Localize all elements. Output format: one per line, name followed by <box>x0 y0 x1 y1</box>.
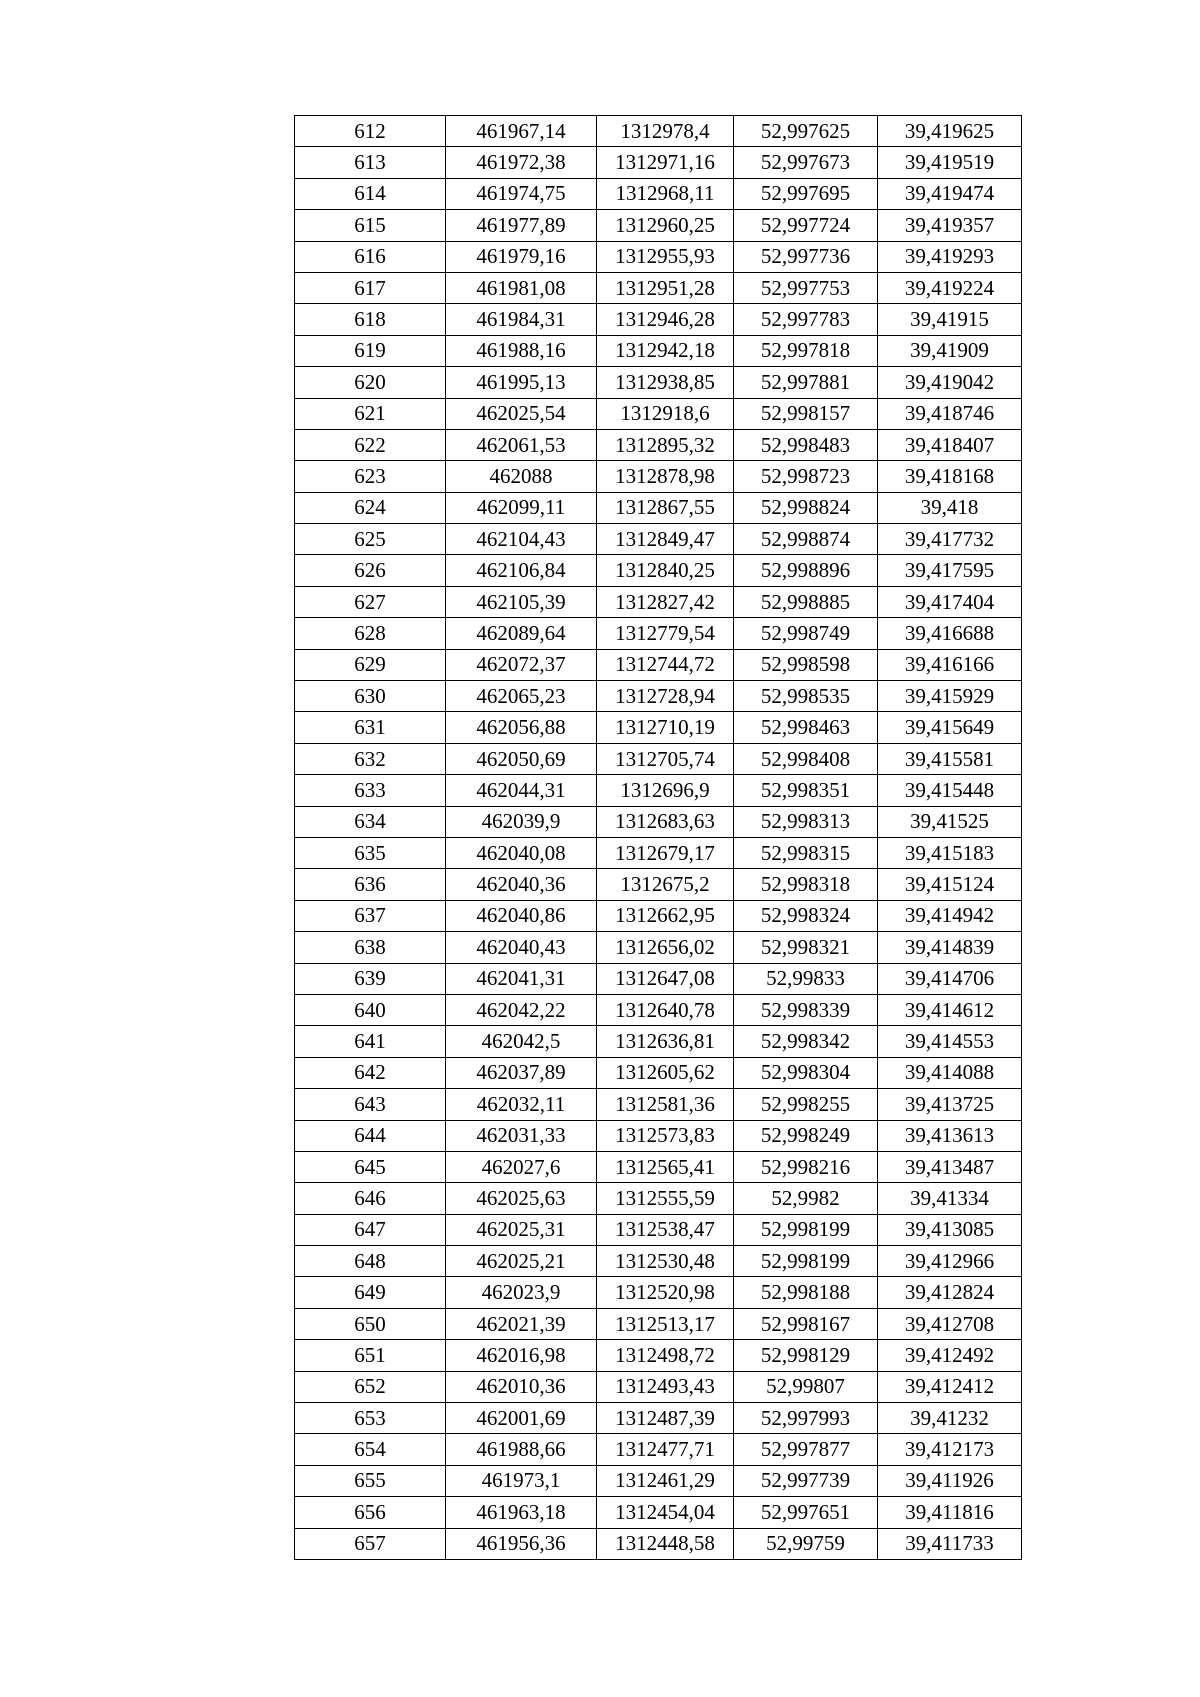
longitude-cell: 39,412824 <box>878 1277 1022 1308</box>
table-row <box>295 869 1022 900</box>
longitude-cell: 39,412412 <box>878 1371 1022 1402</box>
latitude-cell: 52,997695 <box>734 178 878 209</box>
table-row <box>295 461 1022 492</box>
latitude-cell: 52,998255 <box>734 1089 878 1120</box>
point-number-cell: 619 <box>295 335 446 366</box>
point-number-cell: 647 <box>295 1214 446 1245</box>
x-coordinate-cell: 462010,36 <box>446 1371 597 1402</box>
latitude-cell: 52,998408 <box>734 743 878 774</box>
point-number-cell: 637 <box>295 900 446 931</box>
y-coordinate-cell: 1312538,47 <box>597 1214 734 1245</box>
longitude-cell: 39,411816 <box>878 1497 1022 1528</box>
point-number-cell: 617 <box>295 272 446 303</box>
latitude-cell: 52,99759 <box>734 1528 878 1559</box>
latitude-cell: 52,997877 <box>734 1434 878 1465</box>
latitude-cell: 52,998129 <box>734 1340 878 1371</box>
longitude-cell: 39,418746 <box>878 398 1022 429</box>
x-coordinate-cell: 462039,9 <box>446 806 597 837</box>
x-coordinate-cell: 462106,84 <box>446 555 597 586</box>
point-number-cell: 626 <box>295 555 446 586</box>
y-coordinate-cell: 1312461,29 <box>597 1465 734 1496</box>
longitude-cell: 39,414088 <box>878 1057 1022 1088</box>
table-row <box>295 586 1022 617</box>
latitude-cell: 52,998199 <box>734 1214 878 1245</box>
table-row <box>295 775 1022 806</box>
table-row <box>295 1528 1022 1559</box>
y-coordinate-cell: 1312840,25 <box>597 555 734 586</box>
y-coordinate-cell: 1312493,43 <box>597 1371 734 1402</box>
point-number-cell: 620 <box>295 367 446 398</box>
latitude-cell: 52,998723 <box>734 461 878 492</box>
x-coordinate-cell: 462025,63 <box>446 1183 597 1214</box>
longitude-cell: 39,413725 <box>878 1089 1022 1120</box>
table-row <box>295 1277 1022 1308</box>
y-coordinate-cell: 1312946,28 <box>597 304 734 335</box>
table-row <box>295 806 1022 837</box>
table-row <box>295 994 1022 1025</box>
y-coordinate-cell: 1312520,98 <box>597 1277 734 1308</box>
point-number-cell: 628 <box>295 618 446 649</box>
x-coordinate-cell: 462050,69 <box>446 743 597 774</box>
point-number-cell: 654 <box>295 1434 446 1465</box>
y-coordinate-cell: 1312555,59 <box>597 1183 734 1214</box>
longitude-cell: 39,41909 <box>878 335 1022 366</box>
x-coordinate-cell: 462021,39 <box>446 1308 597 1339</box>
longitude-cell: 39,415581 <box>878 743 1022 774</box>
longitude-cell: 39,414839 <box>878 932 1022 963</box>
longitude-cell: 39,419042 <box>878 367 1022 398</box>
table-row <box>295 398 1022 429</box>
longitude-cell: 39,413085 <box>878 1214 1022 1245</box>
longitude-cell: 39,414553 <box>878 1026 1022 1057</box>
point-number-cell: 635 <box>295 837 446 868</box>
x-coordinate-cell: 462065,23 <box>446 681 597 712</box>
y-coordinate-cell: 1312895,32 <box>597 429 734 460</box>
y-coordinate-cell: 1312662,95 <box>597 900 734 931</box>
y-coordinate-cell: 1312696,9 <box>597 775 734 806</box>
table-row <box>295 1057 1022 1088</box>
latitude-cell: 52,998318 <box>734 869 878 900</box>
longitude-cell: 39,415448 <box>878 775 1022 806</box>
x-coordinate-cell: 462042,22 <box>446 994 597 1025</box>
y-coordinate-cell: 1312744,72 <box>597 649 734 680</box>
y-coordinate-cell: 1312728,94 <box>597 681 734 712</box>
latitude-cell: 52,997783 <box>734 304 878 335</box>
y-coordinate-cell: 1312779,54 <box>597 618 734 649</box>
longitude-cell: 39,416166 <box>878 649 1022 680</box>
x-coordinate-cell: 462072,37 <box>446 649 597 680</box>
point-number-cell: 614 <box>295 178 446 209</box>
y-coordinate-cell: 1312675,2 <box>597 869 734 900</box>
table-row <box>295 649 1022 680</box>
table-row <box>295 618 1022 649</box>
x-coordinate-cell: 461984,31 <box>446 304 597 335</box>
point-number-cell: 642 <box>295 1057 446 1088</box>
x-coordinate-cell: 462025,21 <box>446 1246 597 1277</box>
longitude-cell: 39,415183 <box>878 837 1022 868</box>
x-coordinate-cell: 461973,1 <box>446 1465 597 1496</box>
x-coordinate-cell: 462027,6 <box>446 1151 597 1182</box>
point-number-cell: 641 <box>295 1026 446 1057</box>
latitude-cell: 52,998483 <box>734 429 878 460</box>
y-coordinate-cell: 1312710,19 <box>597 712 734 743</box>
table-row <box>295 272 1022 303</box>
x-coordinate-cell: 462042,5 <box>446 1026 597 1057</box>
point-number-cell: 646 <box>295 1183 446 1214</box>
point-number-cell: 645 <box>295 1151 446 1182</box>
point-number-cell: 656 <box>295 1497 446 1528</box>
x-coordinate-cell: 462089,64 <box>446 618 597 649</box>
point-number-cell: 657 <box>295 1528 446 1559</box>
table-row <box>295 1120 1022 1151</box>
latitude-cell: 52,997724 <box>734 210 878 241</box>
longitude-cell: 39,417732 <box>878 524 1022 555</box>
latitude-cell: 52,997625 <box>734 116 878 147</box>
y-coordinate-cell: 1312679,17 <box>597 837 734 868</box>
point-number-cell: 629 <box>295 649 446 680</box>
y-coordinate-cell: 1312938,85 <box>597 367 734 398</box>
y-coordinate-cell: 1312978,4 <box>597 116 734 147</box>
x-coordinate-cell: 461963,18 <box>446 1497 597 1528</box>
x-coordinate-cell: 462056,88 <box>446 712 597 743</box>
table-row <box>295 1089 1022 1120</box>
point-number-cell: 630 <box>295 681 446 712</box>
point-number-cell: 616 <box>295 241 446 272</box>
point-number-cell: 655 <box>295 1465 446 1496</box>
point-number-cell: 621 <box>295 398 446 429</box>
table-row <box>295 932 1022 963</box>
table-row <box>295 524 1022 555</box>
point-number-cell: 653 <box>295 1403 446 1434</box>
point-number-cell: 613 <box>295 147 446 178</box>
table-row <box>295 210 1022 241</box>
point-number-cell: 650 <box>295 1308 446 1339</box>
x-coordinate-cell: 461979,16 <box>446 241 597 272</box>
longitude-cell: 39,417404 <box>878 586 1022 617</box>
latitude-cell: 52,998824 <box>734 492 878 523</box>
longitude-cell: 39,416688 <box>878 618 1022 649</box>
table-row <box>295 1246 1022 1277</box>
y-coordinate-cell: 1312448,58 <box>597 1528 734 1559</box>
longitude-cell: 39,413487 <box>878 1151 1022 1182</box>
y-coordinate-cell: 1312498,72 <box>597 1340 734 1371</box>
longitude-cell: 39,414706 <box>878 963 1022 994</box>
point-number-cell: 643 <box>295 1089 446 1120</box>
x-coordinate-cell: 462040,08 <box>446 837 597 868</box>
longitude-cell: 39,412966 <box>878 1246 1022 1277</box>
y-coordinate-cell: 1312960,25 <box>597 210 734 241</box>
table-row <box>295 681 1022 712</box>
longitude-cell: 39,419474 <box>878 178 1022 209</box>
point-number-cell: 631 <box>295 712 446 743</box>
latitude-cell: 52,997739 <box>734 1465 878 1496</box>
x-coordinate-cell: 461956,36 <box>446 1528 597 1559</box>
longitude-cell: 39,411926 <box>878 1465 1022 1496</box>
y-coordinate-cell: 1312640,78 <box>597 994 734 1025</box>
x-coordinate-cell: 462040,43 <box>446 932 597 963</box>
latitude-cell: 52,998339 <box>734 994 878 1025</box>
point-number-cell: 644 <box>295 1120 446 1151</box>
point-number-cell: 632 <box>295 743 446 774</box>
coordinates-table-body <box>295 116 1022 1560</box>
y-coordinate-cell: 1312705,74 <box>597 743 734 774</box>
y-coordinate-cell: 1312581,36 <box>597 1089 734 1120</box>
longitude-cell: 39,419224 <box>878 272 1022 303</box>
longitude-cell: 39,412708 <box>878 1308 1022 1339</box>
x-coordinate-cell: 461995,13 <box>446 367 597 398</box>
longitude-cell: 39,41915 <box>878 304 1022 335</box>
table-row <box>295 1465 1022 1496</box>
x-coordinate-cell: 461988,66 <box>446 1434 597 1465</box>
longitude-cell: 39,41525 <box>878 806 1022 837</box>
x-coordinate-cell: 462099,11 <box>446 492 597 523</box>
longitude-cell: 39,417595 <box>878 555 1022 586</box>
table-row <box>295 147 1022 178</box>
table-row <box>295 492 1022 523</box>
point-number-cell: 618 <box>295 304 446 335</box>
y-coordinate-cell: 1312573,83 <box>597 1120 734 1151</box>
latitude-cell: 52,998216 <box>734 1151 878 1182</box>
y-coordinate-cell: 1312683,63 <box>597 806 734 837</box>
point-number-cell: 633 <box>295 775 446 806</box>
table-row <box>295 429 1022 460</box>
longitude-cell: 39,413613 <box>878 1120 1022 1151</box>
latitude-cell: 52,997753 <box>734 272 878 303</box>
y-coordinate-cell: 1312951,28 <box>597 272 734 303</box>
longitude-cell: 39,415929 <box>878 681 1022 712</box>
y-coordinate-cell: 1312971,16 <box>597 147 734 178</box>
y-coordinate-cell: 1312513,17 <box>597 1308 734 1339</box>
x-coordinate-cell: 462040,36 <box>446 869 597 900</box>
table-row <box>295 178 1022 209</box>
longitude-cell: 39,418168 <box>878 461 1022 492</box>
latitude-cell: 52,998167 <box>734 1308 878 1339</box>
x-coordinate-cell: 462041,31 <box>446 963 597 994</box>
point-number-cell: 640 <box>295 994 446 1025</box>
x-coordinate-cell: 462105,39 <box>446 586 597 617</box>
longitude-cell: 39,419293 <box>878 241 1022 272</box>
table-row <box>295 1214 1022 1245</box>
latitude-cell: 52,997651 <box>734 1497 878 1528</box>
table-row <box>295 1434 1022 1465</box>
y-coordinate-cell: 1312918,6 <box>597 398 734 429</box>
latitude-cell: 52,99833 <box>734 963 878 994</box>
y-coordinate-cell: 1312477,71 <box>597 1434 734 1465</box>
y-coordinate-cell: 1312454,04 <box>597 1497 734 1528</box>
longitude-cell: 39,418 <box>878 492 1022 523</box>
x-coordinate-cell: 462031,33 <box>446 1120 597 1151</box>
latitude-cell: 52,998749 <box>734 618 878 649</box>
x-coordinate-cell: 462032,11 <box>446 1089 597 1120</box>
x-coordinate-cell: 461977,89 <box>446 210 597 241</box>
table-row <box>295 304 1022 335</box>
table-row <box>295 1340 1022 1371</box>
point-number-cell: 652 <box>295 1371 446 1402</box>
y-coordinate-cell: 1312636,81 <box>597 1026 734 1057</box>
latitude-cell: 52,998342 <box>734 1026 878 1057</box>
x-coordinate-cell: 462016,98 <box>446 1340 597 1371</box>
latitude-cell: 52,998304 <box>734 1057 878 1088</box>
y-coordinate-cell: 1312827,42 <box>597 586 734 617</box>
table-row <box>295 1403 1022 1434</box>
latitude-cell: 52,998885 <box>734 586 878 617</box>
latitude-cell: 52,998321 <box>734 932 878 963</box>
latitude-cell: 52,998324 <box>734 900 878 931</box>
x-coordinate-cell: 461974,75 <box>446 178 597 209</box>
point-number-cell: 627 <box>295 586 446 617</box>
latitude-cell: 52,998535 <box>734 681 878 712</box>
longitude-cell: 39,419357 <box>878 210 1022 241</box>
latitude-cell: 52,998896 <box>734 555 878 586</box>
latitude-cell: 52,99807 <box>734 1371 878 1402</box>
table-row <box>295 900 1022 931</box>
longitude-cell: 39,414612 <box>878 994 1022 1025</box>
longitude-cell: 39,419625 <box>878 116 1022 147</box>
coordinates-table <box>294 115 1022 1560</box>
longitude-cell: 39,412492 <box>878 1340 1022 1371</box>
table-row <box>295 1151 1022 1182</box>
x-coordinate-cell: 462025,54 <box>446 398 597 429</box>
point-number-cell: 624 <box>295 492 446 523</box>
table-row <box>295 1183 1022 1214</box>
table-row <box>295 837 1022 868</box>
y-coordinate-cell: 1312878,98 <box>597 461 734 492</box>
longitude-cell: 39,41334 <box>878 1183 1022 1214</box>
table-row <box>295 1371 1022 1402</box>
point-number-cell: 634 <box>295 806 446 837</box>
table-row <box>295 116 1022 147</box>
y-coordinate-cell: 1312942,18 <box>597 335 734 366</box>
table-row <box>295 241 1022 272</box>
longitude-cell: 39,412173 <box>878 1434 1022 1465</box>
point-number-cell: 648 <box>295 1246 446 1277</box>
table-row <box>295 1026 1022 1057</box>
y-coordinate-cell: 1312955,93 <box>597 241 734 272</box>
latitude-cell: 52,998874 <box>734 524 878 555</box>
x-coordinate-cell: 462001,69 <box>446 1403 597 1434</box>
table-row <box>295 1308 1022 1339</box>
longitude-cell: 39,415124 <box>878 869 1022 900</box>
y-coordinate-cell: 1312867,55 <box>597 492 734 523</box>
longitude-cell: 39,418407 <box>878 429 1022 460</box>
table-row <box>295 335 1022 366</box>
latitude-cell: 52,998351 <box>734 775 878 806</box>
x-coordinate-cell: 461981,08 <box>446 272 597 303</box>
y-coordinate-cell: 1312487,39 <box>597 1403 734 1434</box>
longitude-cell: 39,411733 <box>878 1528 1022 1559</box>
y-coordinate-cell: 1312530,48 <box>597 1246 734 1277</box>
table-row <box>295 963 1022 994</box>
y-coordinate-cell: 1312565,41 <box>597 1151 734 1182</box>
point-number-cell: 639 <box>295 963 446 994</box>
y-coordinate-cell: 1312647,08 <box>597 963 734 994</box>
x-coordinate-cell: 461972,38 <box>446 147 597 178</box>
latitude-cell: 52,998463 <box>734 712 878 743</box>
latitude-cell: 52,997818 <box>734 335 878 366</box>
x-coordinate-cell: 461967,14 <box>446 116 597 147</box>
latitude-cell: 52,998249 <box>734 1120 878 1151</box>
table-row <box>295 555 1022 586</box>
table-row <box>295 712 1022 743</box>
latitude-cell: 52,998199 <box>734 1246 878 1277</box>
x-coordinate-cell: 462040,86 <box>446 900 597 931</box>
x-coordinate-cell: 462023,9 <box>446 1277 597 1308</box>
point-number-cell: 636 <box>295 869 446 900</box>
latitude-cell: 52,997993 <box>734 1403 878 1434</box>
point-number-cell: 638 <box>295 932 446 963</box>
latitude-cell: 52,998313 <box>734 806 878 837</box>
latitude-cell: 52,997736 <box>734 241 878 272</box>
point-number-cell: 623 <box>295 461 446 492</box>
x-coordinate-cell: 462104,43 <box>446 524 597 555</box>
point-number-cell: 625 <box>295 524 446 555</box>
point-number-cell: 651 <box>295 1340 446 1371</box>
latitude-cell: 52,998188 <box>734 1277 878 1308</box>
x-coordinate-cell: 462037,89 <box>446 1057 597 1088</box>
latitude-cell: 52,998157 <box>734 398 878 429</box>
longitude-cell: 39,41232 <box>878 1403 1022 1434</box>
latitude-cell: 52,998315 <box>734 837 878 868</box>
y-coordinate-cell: 1312968,11 <box>597 178 734 209</box>
x-coordinate-cell: 462061,53 <box>446 429 597 460</box>
point-number-cell: 622 <box>295 429 446 460</box>
x-coordinate-cell: 462044,31 <box>446 775 597 806</box>
point-number-cell: 615 <box>295 210 446 241</box>
x-coordinate-cell: 461988,16 <box>446 335 597 366</box>
y-coordinate-cell: 1312849,47 <box>597 524 734 555</box>
y-coordinate-cell: 1312656,02 <box>597 932 734 963</box>
latitude-cell: 52,997881 <box>734 367 878 398</box>
table-row <box>295 1497 1022 1528</box>
y-coordinate-cell: 1312605,62 <box>597 1057 734 1088</box>
point-number-cell: 649 <box>295 1277 446 1308</box>
x-coordinate-cell: 462088 <box>446 461 597 492</box>
longitude-cell: 39,415649 <box>878 712 1022 743</box>
latitude-cell: 52,997673 <box>734 147 878 178</box>
point-number-cell: 612 <box>295 116 446 147</box>
latitude-cell: 52,9982 <box>734 1183 878 1214</box>
table-row <box>295 367 1022 398</box>
longitude-cell: 39,414942 <box>878 900 1022 931</box>
table-row <box>295 743 1022 774</box>
longitude-cell: 39,419519 <box>878 147 1022 178</box>
x-coordinate-cell: 462025,31 <box>446 1214 597 1245</box>
latitude-cell: 52,998598 <box>734 649 878 680</box>
